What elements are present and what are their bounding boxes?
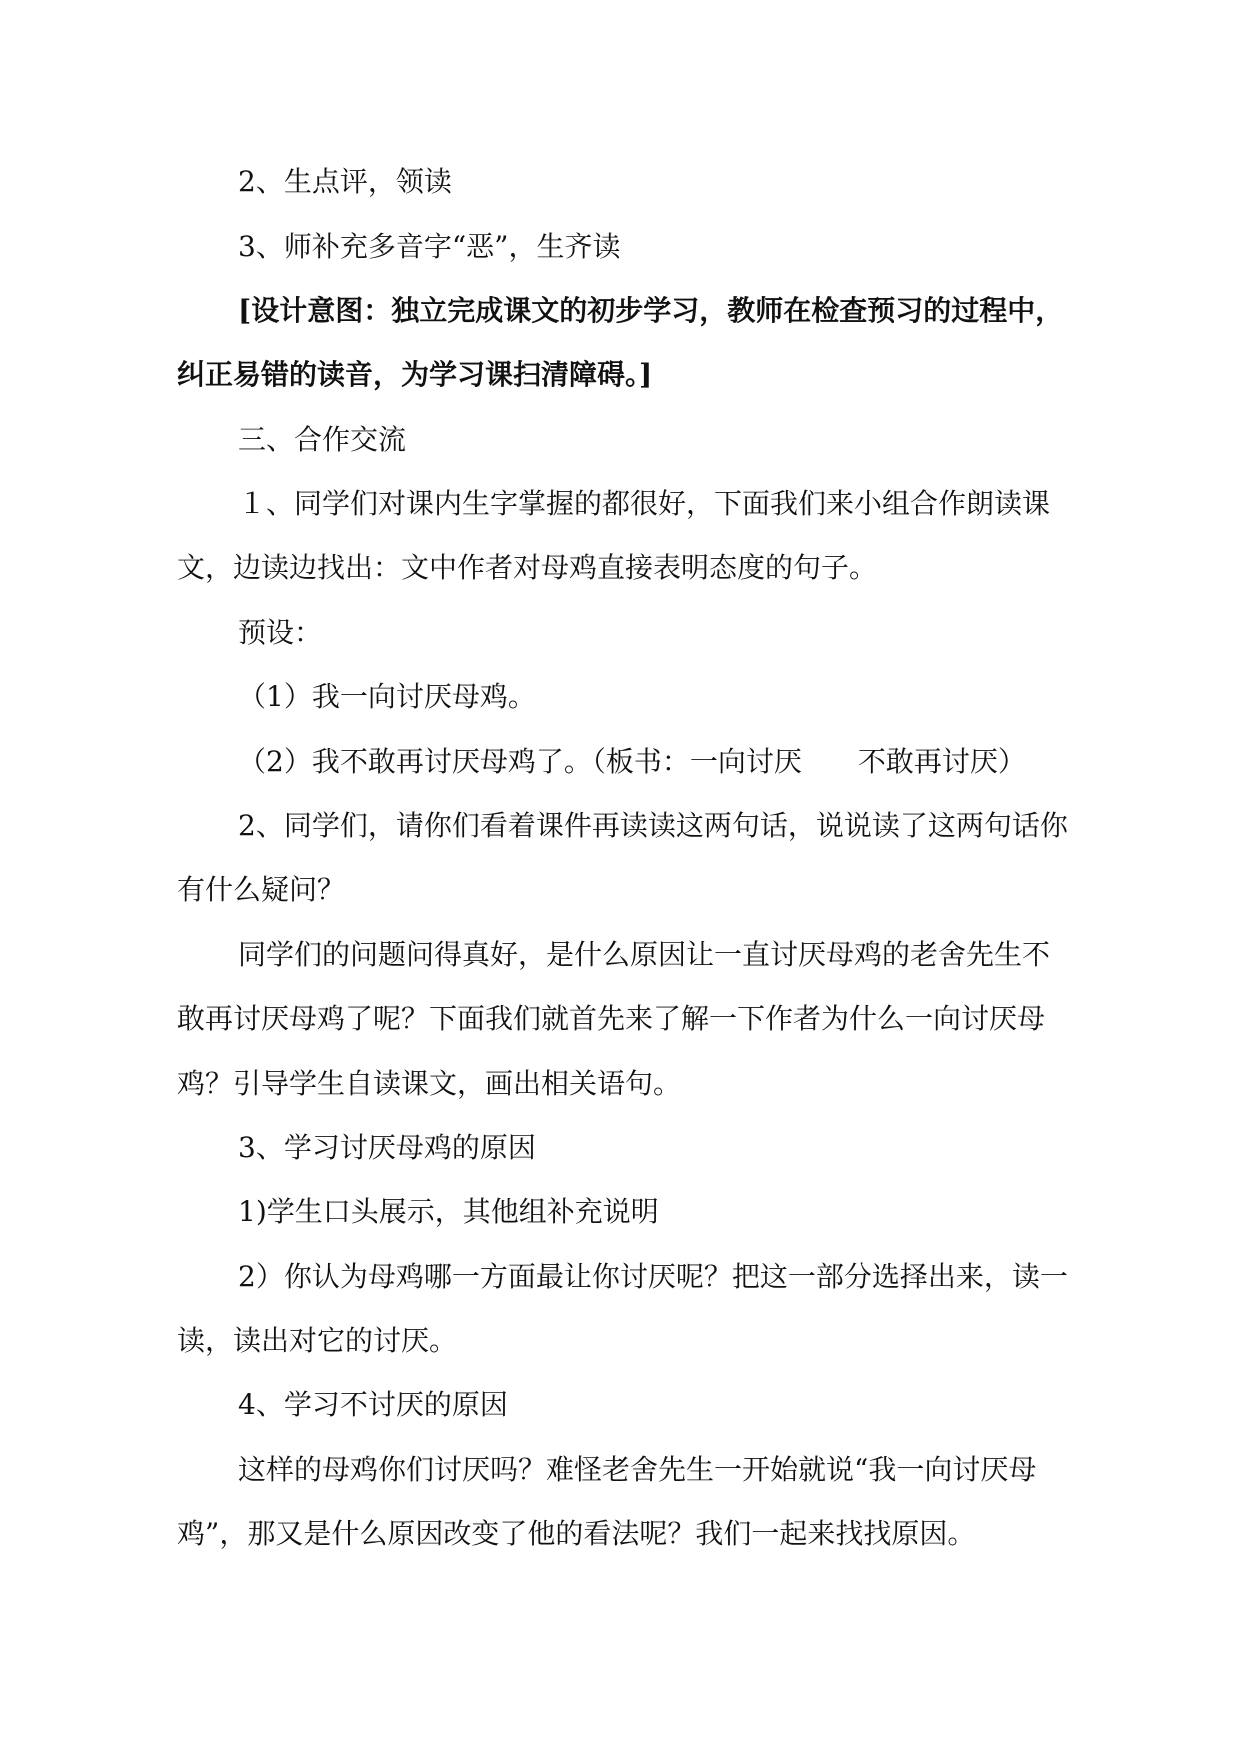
- text-line: 2、生点评，领读: [238, 165, 452, 198]
- text-line: （1）我一向讨厌母鸡。: [238, 680, 536, 713]
- text-line: 这样的母鸡你们讨厌吗？难怪老舍先生一开始就说“我一向讨厌母: [238, 1453, 1037, 1486]
- text-line: １、同学们对课内生字掌握的都很好，下面我们来小组合作朗读课: [238, 487, 1051, 520]
- text-line: 鸡”，那又是什么原因改变了他的看法呢？我们一起来找找原因。: [177, 1517, 976, 1550]
- text-line: （2）我不敢再讨厌母鸡了。（板书：一向讨厌 不敢再讨厌）: [238, 745, 1026, 778]
- text-line: 2）你认为母鸡哪一方面最让你讨厌呢？把这一部分选择出来，读一: [238, 1260, 1068, 1293]
- text-line: 3、师补充多音字“恶”，生齐读: [238, 230, 621, 263]
- text-line: 鸡？引导学生自读课文，画出相关语句。: [177, 1067, 682, 1100]
- text-line: 预设：: [238, 616, 323, 649]
- text-line: 2、同学们，请你们看着课件再读读这两句话，说说读了这两句话你: [238, 809, 1068, 842]
- text-line: 敢再讨厌母鸡了呢？下面我们就首先来了解一下作者为什么一向讨厌母: [177, 1002, 1046, 1035]
- text-line: 4、学习不讨厌的原因: [238, 1388, 508, 1421]
- section-heading: 三、合作交流: [238, 423, 407, 456]
- design-intent-line: [设计意图：独立完成课文的初步学习，教师在检查预习的过程中，: [238, 294, 1064, 327]
- design-intent-line: 纠正易错的读音，为学习课扫清障碍。]: [177, 358, 653, 391]
- text-line: 1)学生口头展示，其他组补充说明: [238, 1195, 659, 1228]
- text-line: 3、学习讨厌母鸡的原因: [238, 1131, 536, 1164]
- text-line: 文，边读边找出：文中作者对母鸡直接表明态度的句子。: [177, 551, 878, 584]
- text-line: 读，读出对它的讨厌。: [177, 1324, 458, 1357]
- text-line: 有什么疑问？: [177, 873, 346, 906]
- text-line: 同学们的问题问得真好，是什么原因让一直讨厌母鸡的老舍先生不: [238, 938, 1051, 971]
